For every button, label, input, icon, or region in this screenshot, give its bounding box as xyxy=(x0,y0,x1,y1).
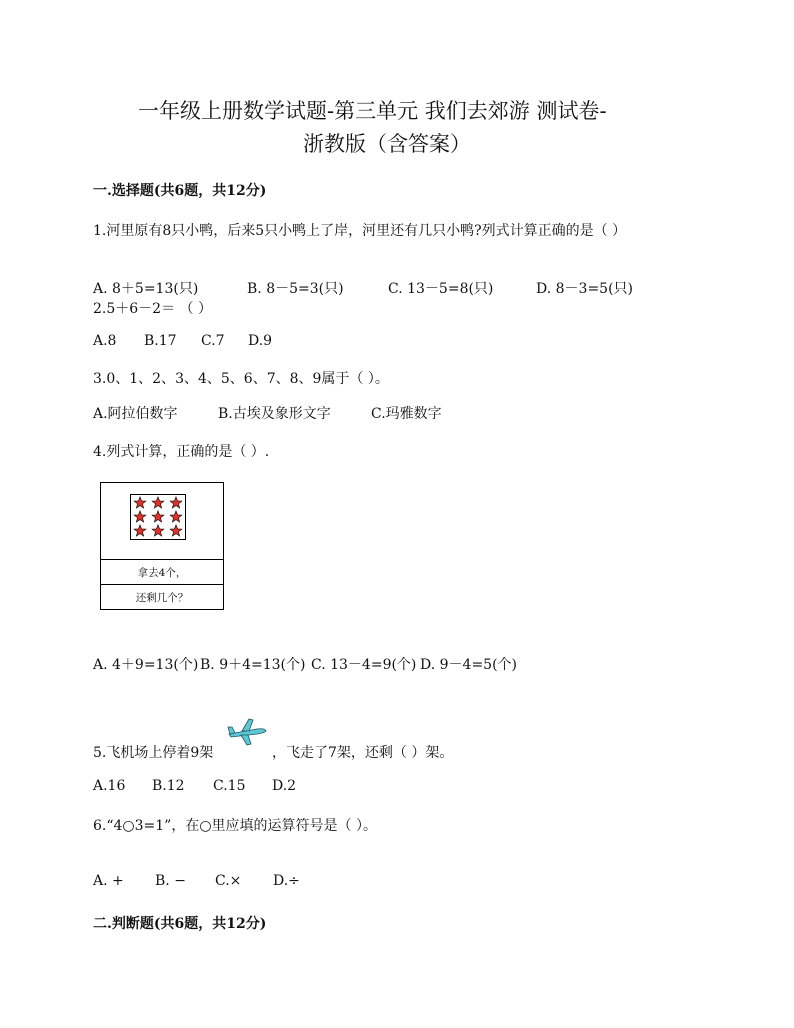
question-2-option-a: A.8 xyxy=(93,333,117,349)
doc-title-line2: 浙教版（含答案） xyxy=(303,132,471,156)
question-3-text: 3.0、1、2、3、4、5、6、7、8、9属于（ ）。 xyxy=(93,371,389,387)
question-5-option-d: D.2 xyxy=(272,778,297,794)
star-icon xyxy=(152,497,164,508)
figure-row-remaining-label: 还剩几个？ xyxy=(135,592,189,604)
question-2-option-c: C.7 xyxy=(201,333,225,349)
section-heading-judgement: 二.判断题(共6题，共12分) xyxy=(93,916,267,932)
question-3-option-c: C.玛雅数字 xyxy=(371,406,442,422)
question-1-text: 1.河里原有8只小鸭，后来5只小鸭上了岸，河里还有几只小鸭?列式计算正确的是（ ） xyxy=(93,223,627,239)
question-5-option-c: C.15 xyxy=(213,778,246,794)
figure-row-remaining xyxy=(101,584,223,610)
airplane-icon xyxy=(227,717,267,747)
question-4-option-c: C. 13－4=9(个) xyxy=(311,657,417,673)
question-3-option-a: A.阿拉伯数字 xyxy=(93,406,178,422)
section-heading-choice: 一.选择题(共6题，共12分) xyxy=(93,183,267,199)
question-2-option-b: B.17 xyxy=(144,333,177,349)
star-icon xyxy=(170,511,182,522)
question-1-option-a: A. 8＋5=13(只) xyxy=(93,281,199,297)
question-4-option-b: B. 9＋4=13(个) xyxy=(200,657,306,673)
figure-row-take-away xyxy=(101,559,223,584)
question-6-option-c: C.× xyxy=(215,873,242,889)
question-4-option-d: D. 9－4=5(个) xyxy=(420,657,518,673)
question-5-option-a: A.16 xyxy=(93,778,126,794)
question-3-option-b: B.古埃及象形文字 xyxy=(218,406,331,422)
star-grid-drawing xyxy=(131,495,185,539)
star-icon xyxy=(170,497,182,508)
question-6-option-d: D.÷ xyxy=(273,873,300,889)
question-2-text: 2.5＋6－2＝ （ ） xyxy=(93,301,212,317)
question-4-text: 4.列式计算，正确的是（ ）. xyxy=(93,444,270,460)
doc-title-line1: 一年级上册数学试题-第三单元 我们去郊游 测试卷- xyxy=(138,99,607,123)
question-1-option-b: B. 8－5=3(只) xyxy=(247,281,344,297)
question-6-option-b: B. − xyxy=(155,873,186,889)
star-icon xyxy=(134,511,146,522)
question-6-option-a: A. + xyxy=(93,873,124,889)
question-4-figure xyxy=(100,482,224,610)
question-6-text: 6.“4○3=1”，在○里应填的运算符号是（ ）。 xyxy=(93,818,378,834)
question-2-option-d: D.9 xyxy=(248,333,273,349)
figure-row-take-away-label: 拿去4个， xyxy=(137,566,187,579)
star-icon xyxy=(134,525,146,536)
question-5-text-before: 5.飞机场上停着9架 xyxy=(93,745,214,761)
star-icon xyxy=(152,511,164,522)
question-5-option-b: B.12 xyxy=(152,778,185,794)
star-icon xyxy=(152,525,164,536)
question-4-option-a: A. 4＋9=13(个) xyxy=(93,657,199,673)
star-icon xyxy=(170,525,182,536)
question-5-text-after: ，飞走了7架，还剩（ ）架。 xyxy=(272,745,454,761)
star-icon xyxy=(134,497,146,508)
question-1-option-c: C. 13－5=8(只) xyxy=(388,281,494,297)
question-1-option-d: D. 8－3=5(只) xyxy=(536,281,634,297)
star-grid xyxy=(130,494,186,540)
